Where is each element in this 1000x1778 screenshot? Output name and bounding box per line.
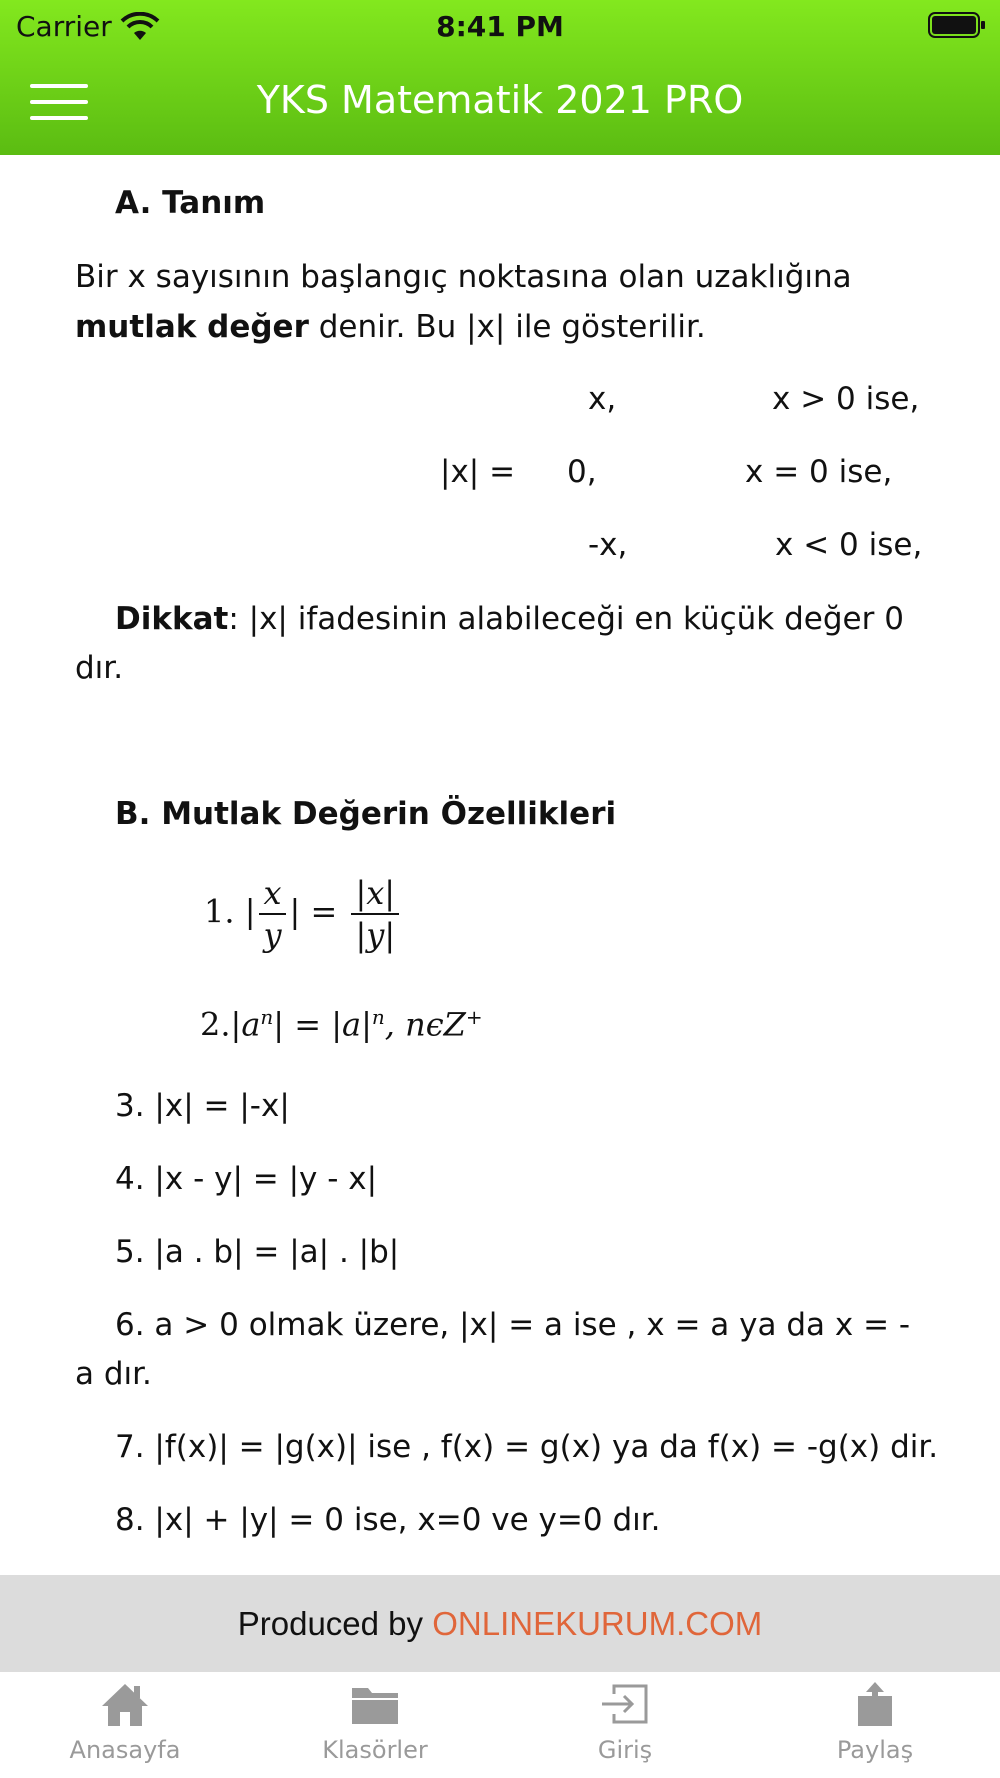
footer-banner xyxy=(0,1575,1000,1672)
formula-1-bar-right: | xyxy=(289,892,301,931)
property-8: 8. |x| + |y| = 0 ise, x=0 ve y=0 dır. xyxy=(115,1502,661,1538)
formula-2 xyxy=(200,993,483,1050)
folder-icon xyxy=(350,1680,400,1728)
note-line-2: dır. xyxy=(75,650,124,686)
formula-1-rhs-num: |x| xyxy=(351,873,399,915)
tab-klasorler-label: Klasörler xyxy=(322,1736,428,1764)
battery-icon xyxy=(928,12,986,38)
formula-2-exp3: + xyxy=(465,1005,483,1029)
note-rest: : |x| ifadesinin alabileceği en küçük değer 0 xyxy=(228,601,904,637)
case-condition-3: x < 0 ise, xyxy=(775,527,923,563)
tab-paylas-label: Paylaş xyxy=(836,1736,914,1764)
tab-bar xyxy=(0,1672,1000,1778)
status-time: 8:41 PM xyxy=(436,10,564,43)
property-6-cont: a dır. xyxy=(75,1356,152,1392)
share-icon xyxy=(850,1680,900,1728)
piecewise-lhs: |x| = xyxy=(440,454,516,490)
formula-1-den: y xyxy=(263,916,282,954)
tab-klasorler[interactable] xyxy=(275,1672,475,1778)
property-5: 5. |a . b| = |a| . |b| xyxy=(115,1234,400,1270)
content-area[interactable] xyxy=(0,155,1000,1575)
formula-1-fraction xyxy=(259,873,285,955)
tab-anasayfa-label: Anasayfa xyxy=(69,1736,181,1764)
formula-2-prefix: 2. xyxy=(200,1005,231,1044)
home-icon xyxy=(100,1680,150,1728)
footer-brand-link[interactable]: ONLINEKURUM.COM xyxy=(432,1605,763,1642)
footer-prefix: Produced by xyxy=(237,1605,433,1642)
tab-giris[interactable] xyxy=(525,1672,725,1778)
formula-1-rhs-den: |y| xyxy=(355,916,396,954)
nav-title: YKS Matematik 2021 PRO xyxy=(256,78,744,122)
login-icon xyxy=(600,1680,650,1728)
property-4: 4. |x - y| = |y - x| xyxy=(115,1161,378,1197)
property-6: 6. a > 0 olmak üzere, |x| = a ise , x = a ya da x = - xyxy=(115,1307,911,1343)
tab-anasayfa[interactable] xyxy=(25,1672,225,1778)
intro-rest: denir. Bu |x| ile gösterilir. xyxy=(308,309,706,345)
tab-giris-label: Giriş xyxy=(597,1736,653,1764)
status-carrier: Carrier xyxy=(16,10,112,43)
formula-2-c: , nϵZ xyxy=(384,1005,466,1044)
intro-line-1: Bir x sayısının başlangıç noktasına olan uzaklığına xyxy=(75,259,852,295)
property-7: 7. |f(x)| = |g(x)| ise , f(x) = g(x) ya da f(x) = -g(x) dir. xyxy=(115,1429,939,1465)
formula-1-rhs-fraction xyxy=(351,873,399,955)
case-value-3: -x, xyxy=(588,527,628,563)
formula-2-b: | = |a| xyxy=(273,1005,372,1044)
formula-1-bar-left: | xyxy=(244,892,256,931)
formula-2-exp: n xyxy=(260,1005,274,1029)
formula-1-prefix: 1. xyxy=(204,892,235,931)
case-condition-2: x = 0 ise, xyxy=(745,454,893,490)
case-value-1: x, xyxy=(588,381,617,417)
top-bar xyxy=(0,0,1000,155)
formula-2-exp2: n xyxy=(371,1005,385,1029)
property-3: 3. |x| = |-x| xyxy=(115,1088,290,1124)
tab-paylas[interactable] xyxy=(775,1672,975,1778)
case-condition-1: x > 0 ise, xyxy=(772,381,920,417)
formula-2-a: |a xyxy=(230,1005,261,1044)
formula-1-num: x xyxy=(259,873,285,915)
section-b-heading: B. Mutlak Değerin Özellikleri xyxy=(115,796,617,832)
formula-1: 1. | $\frac{x}{y}$ | = $\frac{|x|}{|y|}$ xyxy=(204,873,403,955)
section-a-heading: A. Tanım xyxy=(115,185,266,221)
case-value-2: 0, xyxy=(567,454,597,490)
intro-line-2 xyxy=(75,303,706,352)
note-bold: Dikkat xyxy=(115,601,229,637)
intro-bold: mutlak değer xyxy=(75,309,309,345)
note-line-1 xyxy=(115,595,904,644)
